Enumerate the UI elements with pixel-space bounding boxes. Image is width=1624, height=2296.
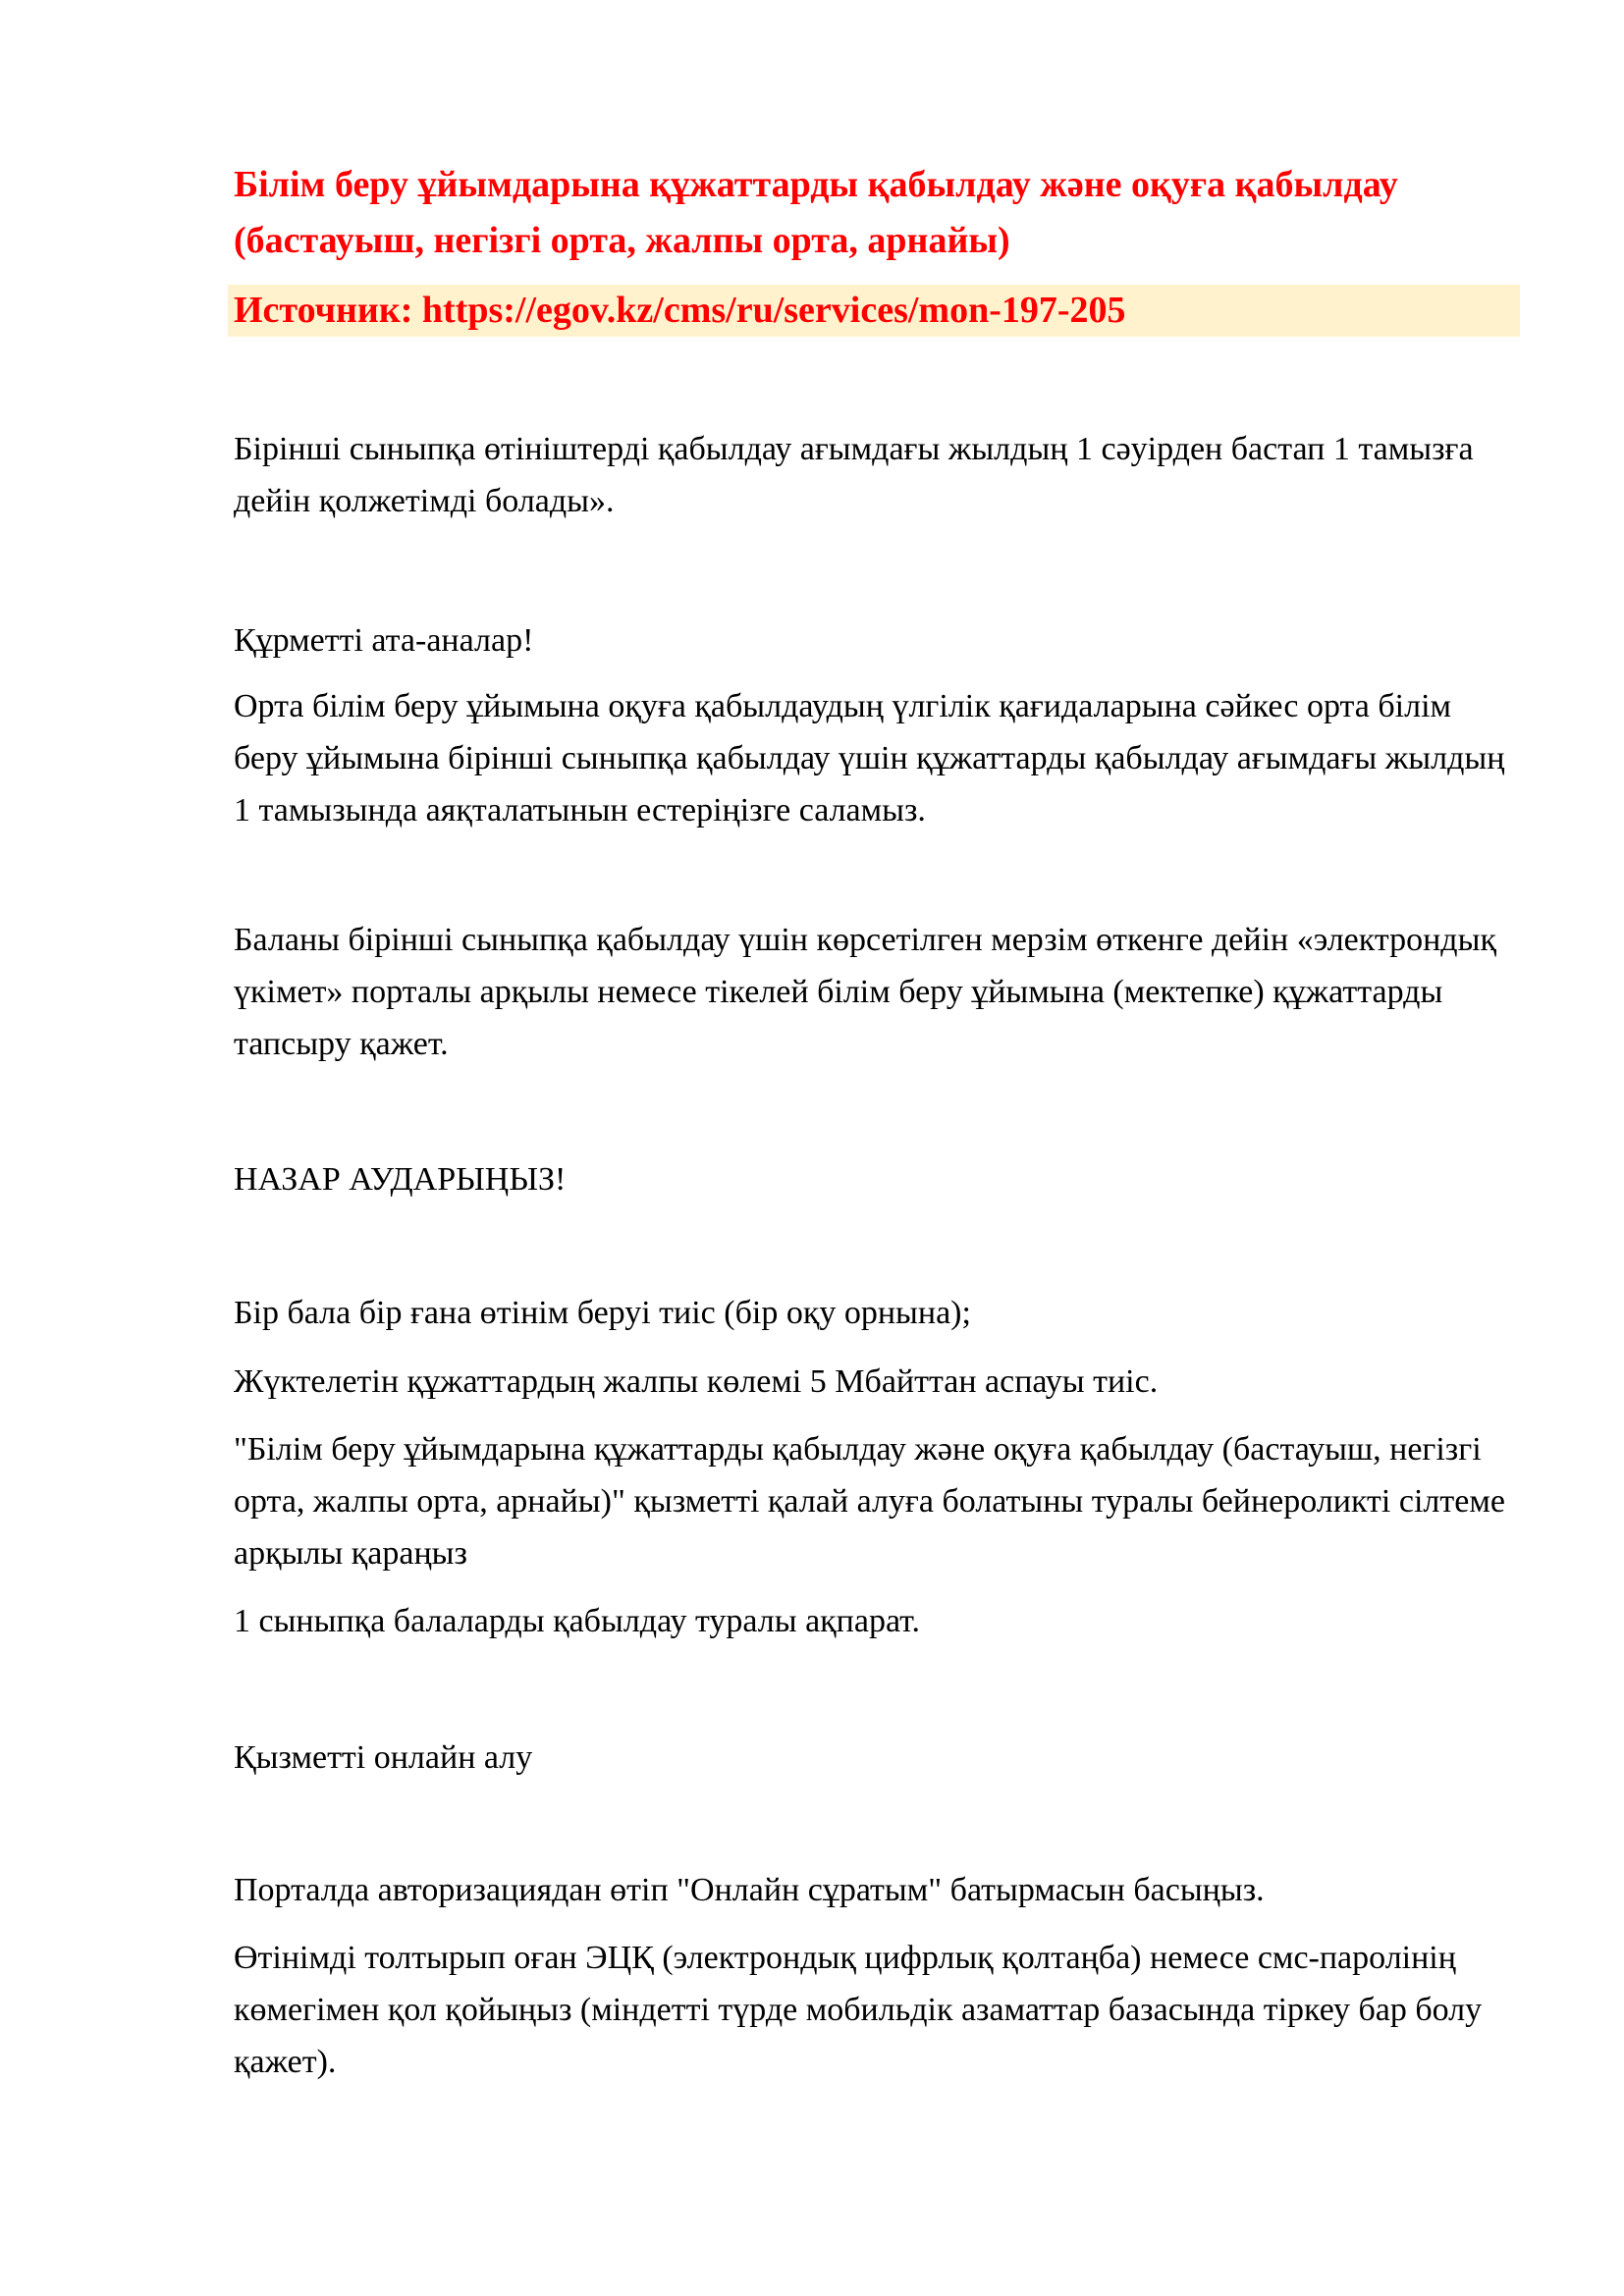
paragraph-deadline-reminder: Орта білім беру ұйымына оқуға қабылдаудың үлгілік қағидаларына сәйкес орта білім беру ұйымына бірінші сыныпқа қабылдау үшін құжаттарды қабылдау ағымдағы жылдың 1 тамызында аяқталатынын естеріңізге саламыз. <box>234 688 1505 828</box>
paragraph-portal-authorization: Порталда авторизациядан өтіп "Онлайн сұратым" батырмасын басыңыз. <box>234 1872 1265 1908</box>
paragraph-attention: НАЗАР АУДАРЫҢЫЗ! <box>234 1161 567 1198</box>
paragraph-video-link: "Білім беру ұйымдарына құжаттарды қабылдау және оқуға қабылдау (бастауыш, негізгі орта, жалпы орта, арнайы)" қызметті қалай алуға болатыны туралы бейнероликті сілтеме арқылы қараңыз <box>234 1431 1505 1572</box>
paragraph-intake-period: Бірінші сыныпқа өтініштерді қабылдау ағымдағы жылдың 1 сәуірден бастап 1 тамызға дейін қолжетімді болады». <box>234 431 1474 519</box>
paragraph-signing-instructions: Өтінімді толтырып оған ЭЦҚ (электрондық цифрлық қолтаңба) немесе смс-паролінің көмегімен қол қойыңыз (міндетті түрде мобильдік азаматтар базасында тіркеу бар болу қажет). <box>234 1940 1483 2080</box>
paragraph-first-grade-info: 1 сыныпқа балаларды қабылдау туралы ақпарат. <box>234 1603 920 1639</box>
paragraph-file-size-limit: Жүктелетін құжаттардың жалпы көлемі 5 Мбайттан аспауы тиіс. <box>234 1363 1159 1400</box>
source-line: Источник: https://egov.kz/cms/ru/services/mon-197-205 <box>234 290 1126 331</box>
paragraph-greeting: Құрметті ата-аналар! <box>234 622 534 659</box>
document-title: Білім беру ұйымдарына құжаттарды қабылдау және оқуға қабылдау (бастауыш, негізгі орта, жалпы орта, арнайы) <box>234 164 1398 261</box>
paragraph-online-service: Қызметті онлайн алу <box>234 1739 533 1776</box>
paragraph-submission-instructions: Баланы бірінші сыныпқа қабылдау үшін көрсетілген мерзім өткенге дейін «электрондық үкімет» порталы арқылы немесе тікелей білім беру ұйымына (мектепке) құжаттарды тапсыру қажет. <box>234 922 1496 1062</box>
paragraph-one-application: Бір бала бір ғана өтінім беруі тиіс (бір оқу орнына); <box>234 1295 971 1331</box>
